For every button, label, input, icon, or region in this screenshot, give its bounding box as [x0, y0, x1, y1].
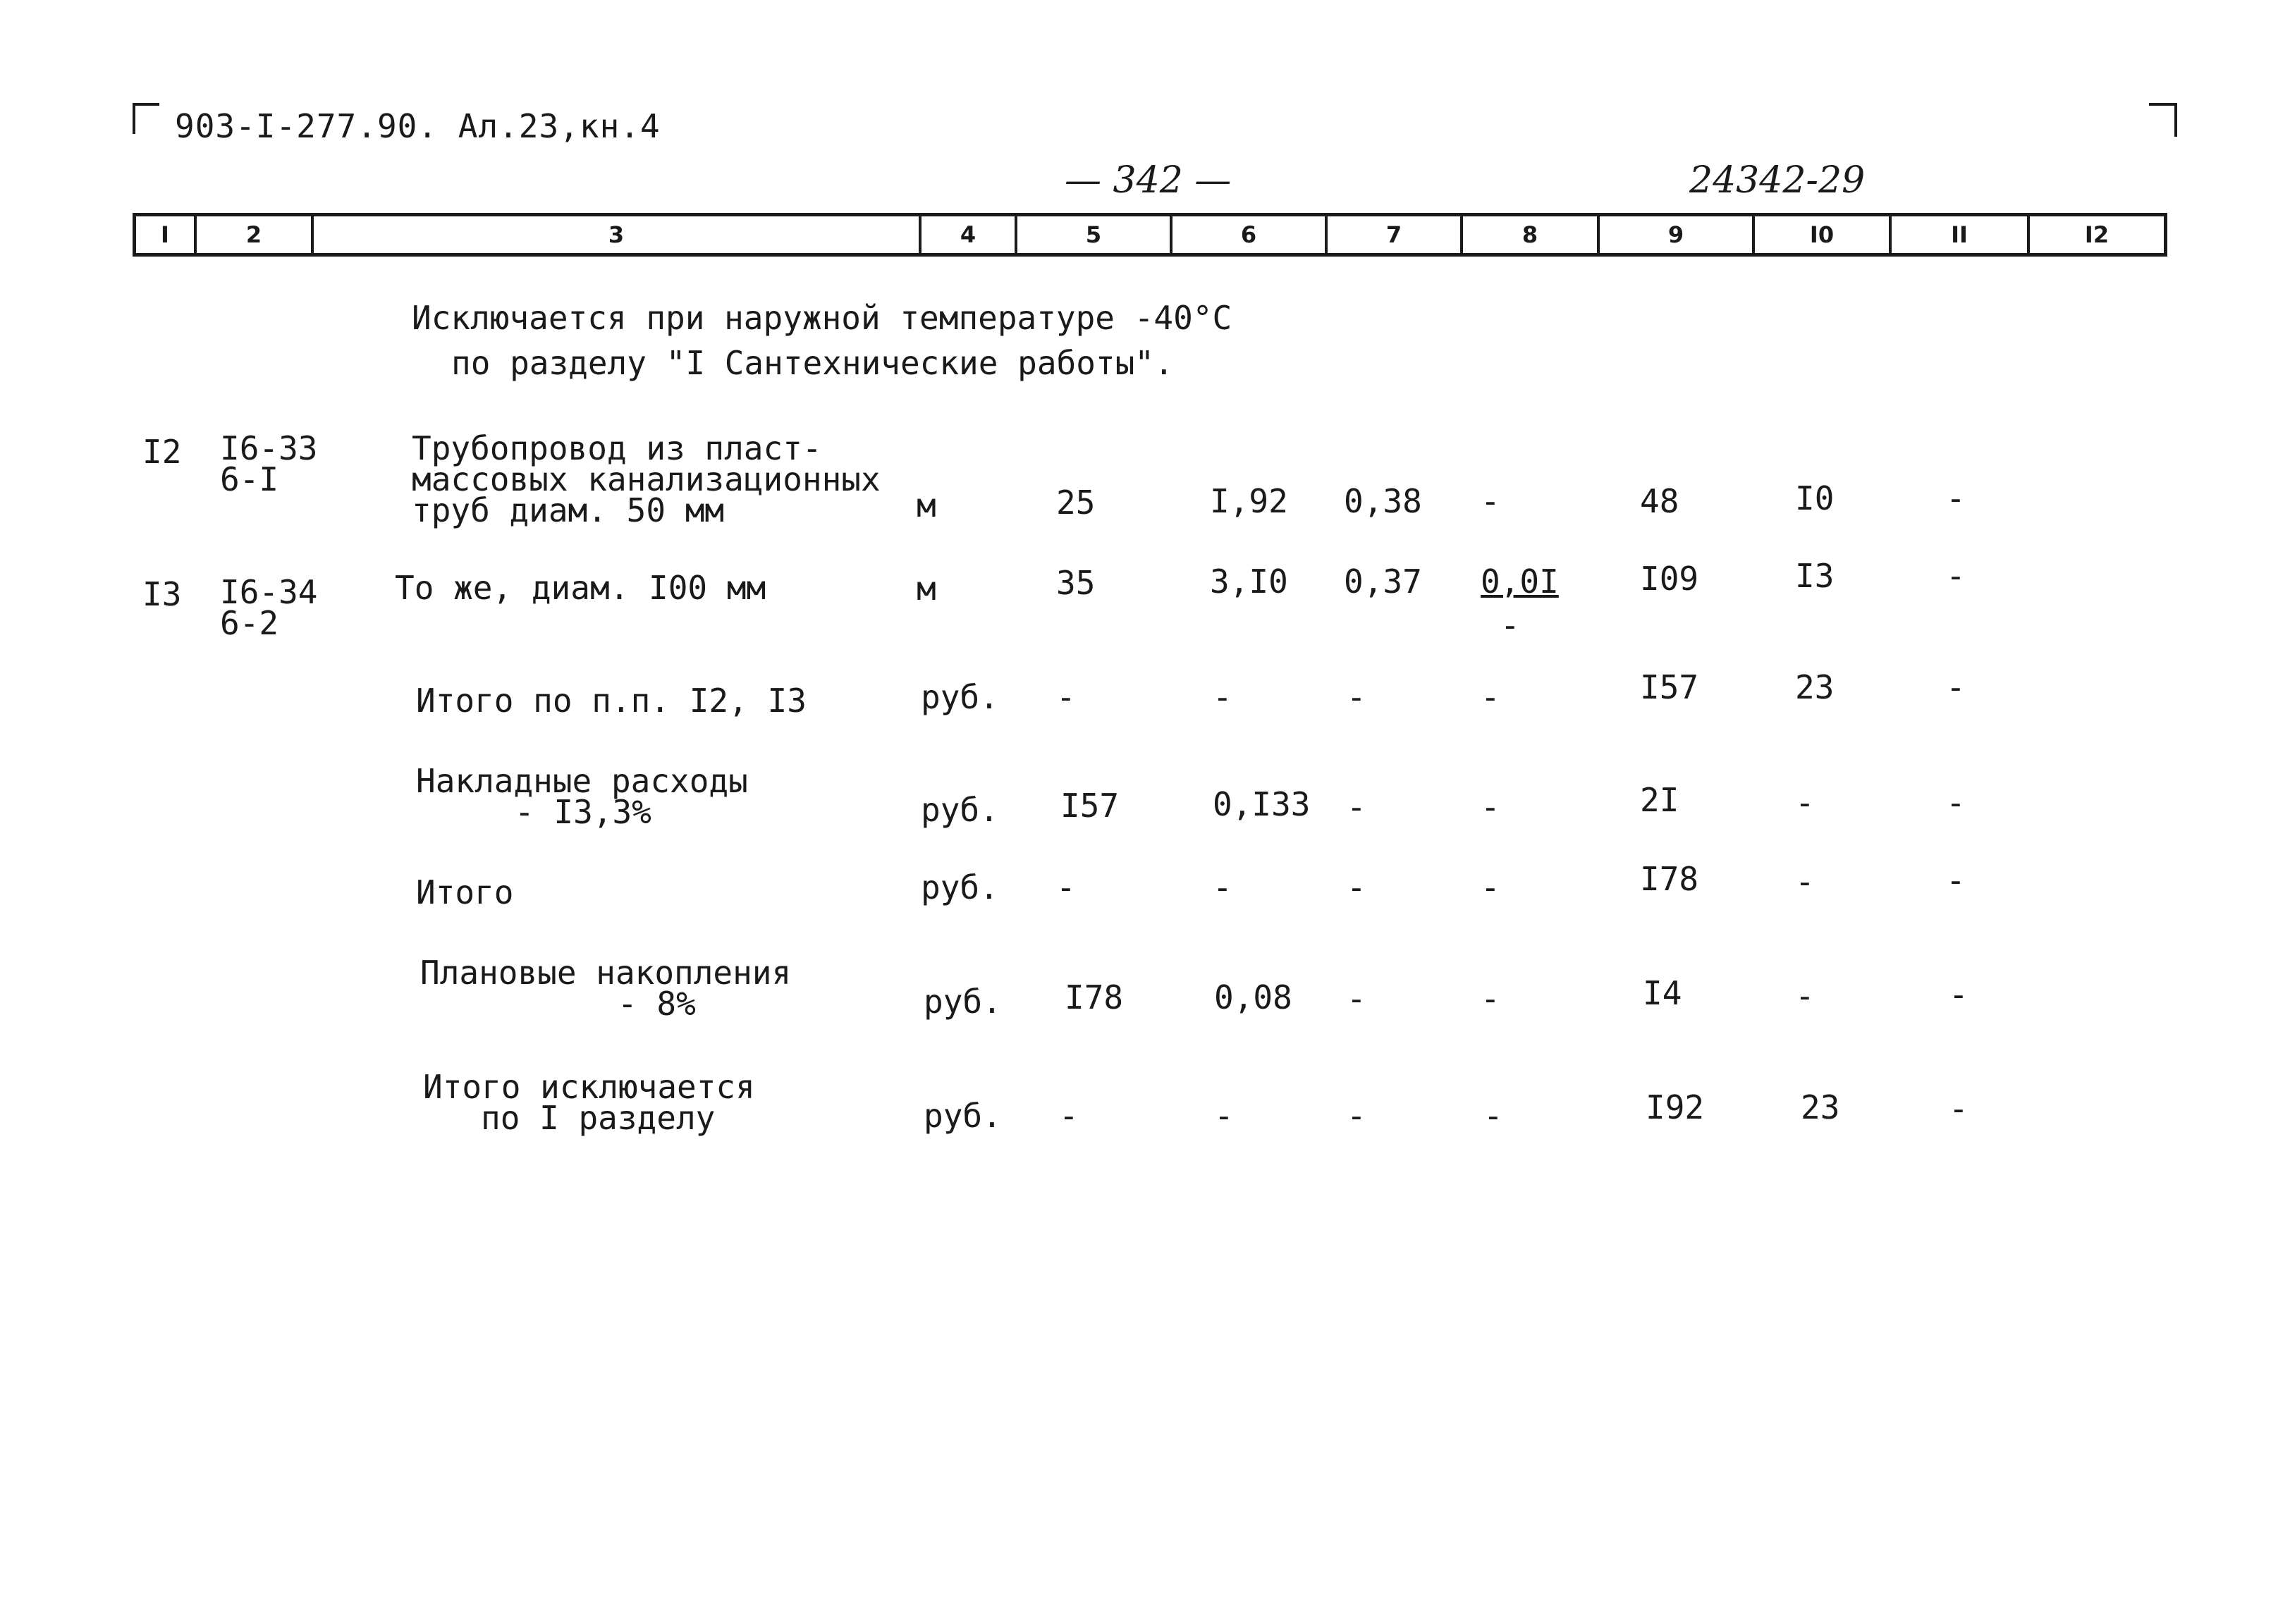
- row-col-9: I78: [1640, 860, 1699, 898]
- document-code: 903-I-277.90. Ал.23,кн.4: [175, 107, 661, 145]
- row-col-11: -: [1946, 479, 1966, 517]
- column-number-header: [133, 213, 2167, 257]
- section-note-line1: Исключается при наружной температуре -40°С: [412, 299, 1232, 337]
- row-col-8: -: [1483, 1097, 1503, 1135]
- column-header-9: 9: [1600, 216, 1755, 253]
- column-header-4: 4: [921, 216, 1017, 253]
- corner-mark-right: [2149, 103, 2177, 137]
- row-col-9: I92: [1646, 1088, 1705, 1126]
- row-name-line: То же, диам. I00 мм: [395, 569, 766, 607]
- row-col-6: 0,08: [1214, 978, 1292, 1016]
- column-header-2: 2: [197, 216, 314, 253]
- row-col-6: 0,I33: [1213, 785, 1311, 823]
- row-name: [420, 954, 792, 1023]
- row-col-9: I57: [1640, 668, 1699, 706]
- row-col-11: -: [1946, 784, 1966, 822]
- row-col-11: -: [1946, 557, 1966, 595]
- row-code: [220, 429, 318, 498]
- row-code-line: 6-I: [220, 460, 279, 498]
- row-col-5: I57: [1060, 787, 1120, 825]
- row-col-8: 0,0I: [1481, 562, 1559, 601]
- row-code-line: I6-34: [220, 573, 318, 611]
- row-unit: м: [917, 486, 936, 524]
- row-code: [220, 573, 318, 642]
- row-name: [423, 1068, 755, 1137]
- row-name-line: массовых канализационных: [412, 460, 881, 498]
- row-number: I2: [142, 433, 182, 471]
- row-name: [416, 762, 748, 831]
- row-col-11: -: [1949, 976, 1968, 1014]
- row-col-7: -: [1347, 1097, 1366, 1135]
- column-header-11: II: [1892, 216, 2030, 253]
- row-name-line: Итого исключается: [423, 1068, 755, 1106]
- row-unit: руб.: [924, 983, 1002, 1021]
- row-col-6: -: [1214, 1097, 1234, 1135]
- row-col-9: 48: [1640, 482, 1679, 520]
- row-col-9: I09: [1640, 560, 1699, 598]
- row-col-5: -: [1059, 1097, 1079, 1135]
- row-name: [412, 429, 881, 529]
- column-header-7: 7: [1328, 216, 1463, 253]
- row-col-10: 23: [1801, 1088, 1840, 1126]
- row-col-7: 0,38: [1344, 482, 1422, 520]
- row-name-line: по I разделу: [481, 1099, 716, 1137]
- row-col-5: -: [1056, 868, 1076, 906]
- row-col-8: -: [1481, 678, 1500, 716]
- row-col-11: -: [1946, 668, 1966, 706]
- row-col-7: -: [1347, 788, 1366, 826]
- row-col-9: I4: [1643, 974, 1682, 1012]
- column-header-3: 3: [314, 216, 921, 253]
- row-col-8: -: [1481, 482, 1500, 520]
- row-col-7: -: [1347, 868, 1366, 906]
- column-header-6: 6: [1172, 216, 1328, 253]
- row-col-10: 23: [1795, 668, 1835, 706]
- column-header-8: 8: [1463, 216, 1600, 253]
- row-col-10: -: [1795, 863, 1815, 901]
- page-number: — 342 —: [1065, 159, 1232, 202]
- row-col-5: 35: [1056, 564, 1096, 602]
- row-col-11: -: [1949, 1090, 1968, 1128]
- row-col-8: -: [1481, 868, 1500, 906]
- row-col-7: -: [1347, 678, 1366, 716]
- row-unit: руб.: [921, 791, 999, 829]
- row-unit: руб.: [924, 1097, 1002, 1135]
- row-col-10: I0: [1795, 479, 1835, 517]
- row-col-8: -: [1481, 980, 1500, 1018]
- row-name-line: Плановые накопления: [420, 954, 792, 992]
- row-name-line: труб диам. 50 мм: [412, 491, 725, 529]
- row-unit: руб.: [921, 868, 999, 906]
- row-name: [416, 873, 514, 911]
- row-col-8: -: [1481, 788, 1500, 826]
- row-name: [395, 569, 766, 607]
- row-col-6: I,92: [1210, 482, 1288, 520]
- row-unit: руб.: [921, 678, 999, 716]
- column-header-5: 5: [1017, 216, 1172, 253]
- row-name-line: - 8%: [618, 985, 696, 1023]
- row-col-11: -: [1946, 861, 1966, 899]
- row-name-line: Итого по п.п. I2, I3: [416, 682, 807, 720]
- row-name: [416, 682, 807, 720]
- row-col-10: I3: [1795, 557, 1835, 595]
- column-header-12: I2: [2084, 221, 2110, 248]
- column-header-10: I0: [1755, 216, 1892, 253]
- corner-mark-left: [133, 103, 159, 134]
- row-name-line: Трубопровод из пласт-: [412, 429, 822, 467]
- row-name-line: Итого: [416, 873, 514, 911]
- row-code-line: 6-2: [220, 604, 279, 642]
- row-col-9: 2I: [1640, 781, 1679, 819]
- row-col-5: 25: [1056, 484, 1096, 522]
- row-col-7: -: [1347, 980, 1366, 1018]
- row-col-6: -: [1213, 868, 1232, 906]
- row-unit: м: [917, 570, 936, 608]
- row-col-6: 3,I0: [1210, 562, 1288, 601]
- sheet-code: 24342-29: [1689, 159, 1866, 202]
- section-note-line2: по разделу "I Сантехнические работы".: [451, 344, 1174, 382]
- row-number: I3: [142, 575, 182, 613]
- row-code-line: I6-33: [220, 429, 318, 467]
- row-name-line: Накладные расходы: [416, 762, 748, 800]
- row-col-8-sub: -: [1500, 606, 1520, 644]
- row-col-10: -: [1795, 977, 1815, 1015]
- row-name-line: - I3,3%: [515, 793, 651, 831]
- row-col-7: 0,37: [1344, 562, 1422, 601]
- row-col-10: -: [1795, 784, 1815, 822]
- row-col-6: -: [1213, 678, 1232, 716]
- row-col-5: I78: [1065, 978, 1124, 1016]
- row-col-5: -: [1056, 678, 1076, 716]
- column-header-1: I: [136, 216, 197, 253]
